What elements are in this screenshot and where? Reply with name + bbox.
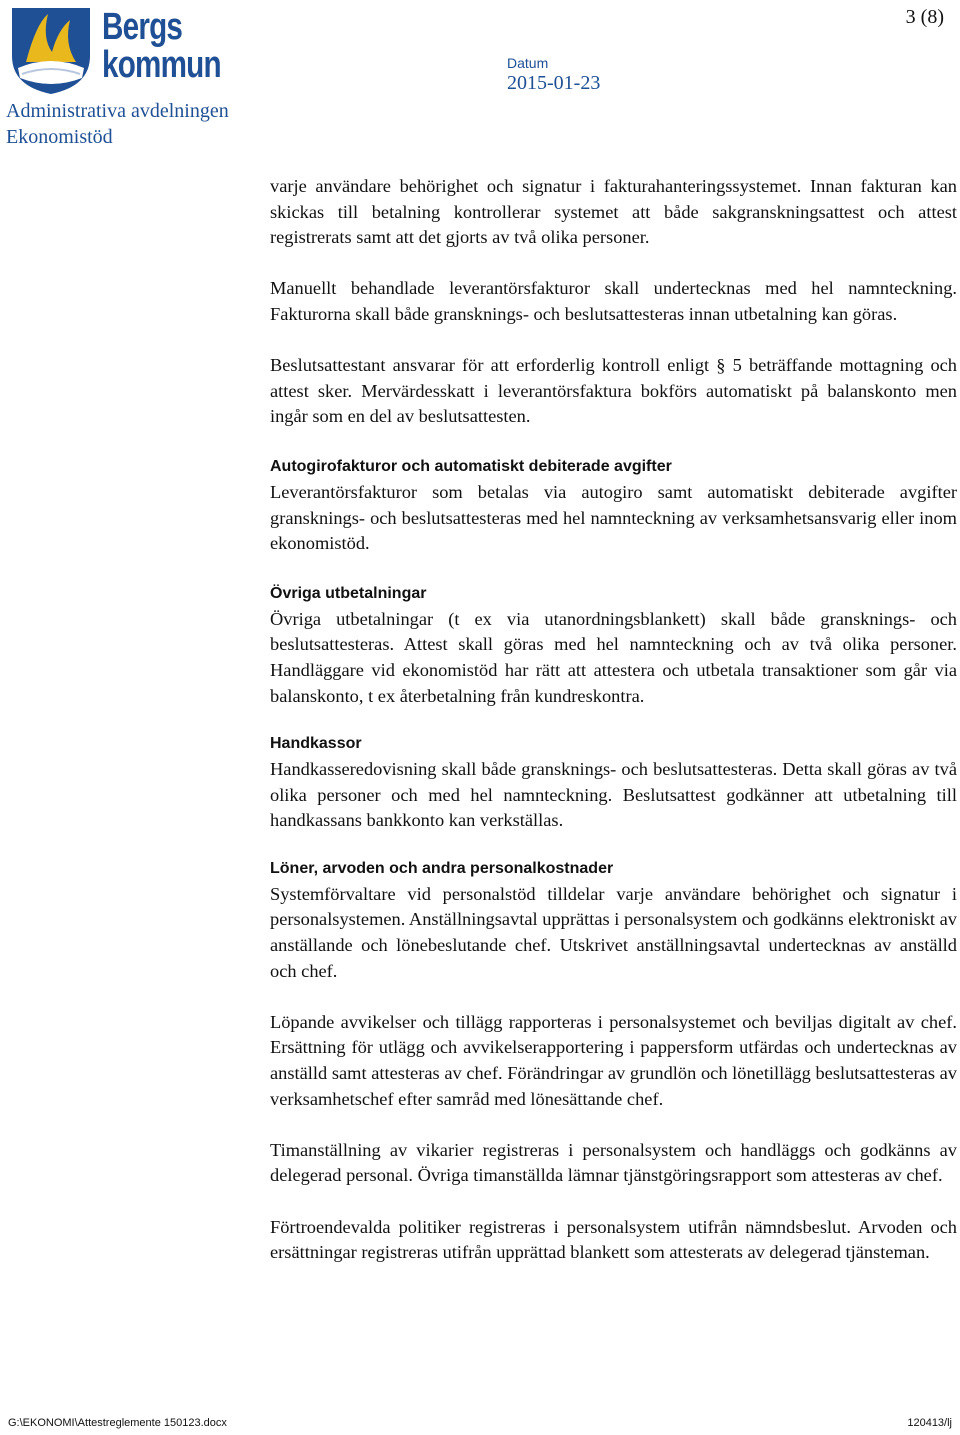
footer-file-path: G:\EKONOMI\Attestreglemente 150123.docx [8,1417,227,1429]
section-heading: Handkassor [270,735,362,753]
paragraph: Löpande avvikelser och tillägg rapporteras i personalsystemet och beviljas digitalt av chef. Ersättning för utlägg och avvikelserapportering i pappersform utfärdas och undertecknas av anställd samt attesteras av chef. Förändringar av grundlön och lönetillägg beslutsattesteras av verksamhetschef efter samråd med lönesättande chef. [270,1011,957,1109]
department-block [6,98,229,150]
paragraph: Systemförvaltare vid personalstöd tilldelar varje användare behörighet och signatur i personalsystemen. Anställningsavtal upprättas i personalsystem och godkänns elektroniskt av anställande och lönebeslutande chef. Utskrivet anställningsavtal undertecknas av anställd och chef. [270,883,957,981]
logo-text-kommun: kommun [102,44,221,86]
unit-name: Ekonomistöd [6,126,113,148]
section-heading: Autogirofakturor och automatiskt debiterade avgifter [270,457,672,475]
logo-text-bergs: Bergs [102,6,183,48]
section-heading: Övriga utbetalningar [270,584,427,602]
coat-of-arms-icon [6,4,96,96]
document-body [270,174,957,1266]
paragraph: Förtroendevalda politiker registreras i personalsystem utifrån nämndsbeslut. Arvoden och ersättningar registreras utifrån upprättad blankett som attesterats av delegerad tjänsteman. [270,1216,957,1263]
paragraph: Handkasseredovisning skall både gransknings- och beslutsattesteras. Detta skall göras av två olika personer och med hel namnteckning. Beslutsattest godkänner att utbetalning till handkassans bankkonto kan verkställas. [270,759,957,831]
paragraph: Timanställning av vikarier registreras i personalsystem och handläggs och godkänns av delegerad personal. Övriga timanställda lämnar tjänstgöringsrapport som attesteras av chef. [270,1139,957,1186]
department-name: Administrativa avdelningen [6,100,229,122]
date-label: Datum [507,55,549,71]
footer-reference: 120413/lj [907,1417,952,1429]
date-value: 2015-01-23 [507,72,601,94]
page-number: 3 (8) [905,6,944,28]
paragraph: varje användare behörighet och signatur i fakturahanteringssystemet. Innan fakturan kan skickas till betalning kontrollerar systemet att både sakgranskningsattest och attest registrerats samt att det gjorts av två olika personer. [270,176,957,248]
paragraph: Beslutsattestant ansvarar för att erforderlig kontroll enligt § 5 beträffande mottagning och attest sker. Mervärdesskatt i leverantörsfaktura bokförs automatiskt på balanskonto men ingår som en del av beslutsattesten. [270,355,957,427]
paragraph: Leverantörsfakturor som betalas via autogiro samt automatiskt debiterade avgifter gransknings- och beslutsattesteras med hel namnteckning av verksamhetsansvarig eller inom ekonomistöd. [270,481,957,554]
paragraph: Övriga utbetalningar (t ex via utanordningsblankett) skall både gransknings- och beslutsattesteras. Attest skall göras med hel namnteckning och av två olika personer. Handläggare vid ekonomistöd har rätt att attestera och utbetala transaktioner som går via balanskonto, t ex återbetalning från kundreskontra. [270,608,957,706]
paragraph: Manuellt behandlade leverantörsfakturor skall undertecknas med hel namnteckning. Fakturorna skall både gransknings- och beslutsattesteras innan utbetalning kan göras. [270,278,957,324]
bergs-kommun-logo [6,4,221,96]
section-heading: Löner, arvoden och andra personalkostnader [270,859,614,877]
